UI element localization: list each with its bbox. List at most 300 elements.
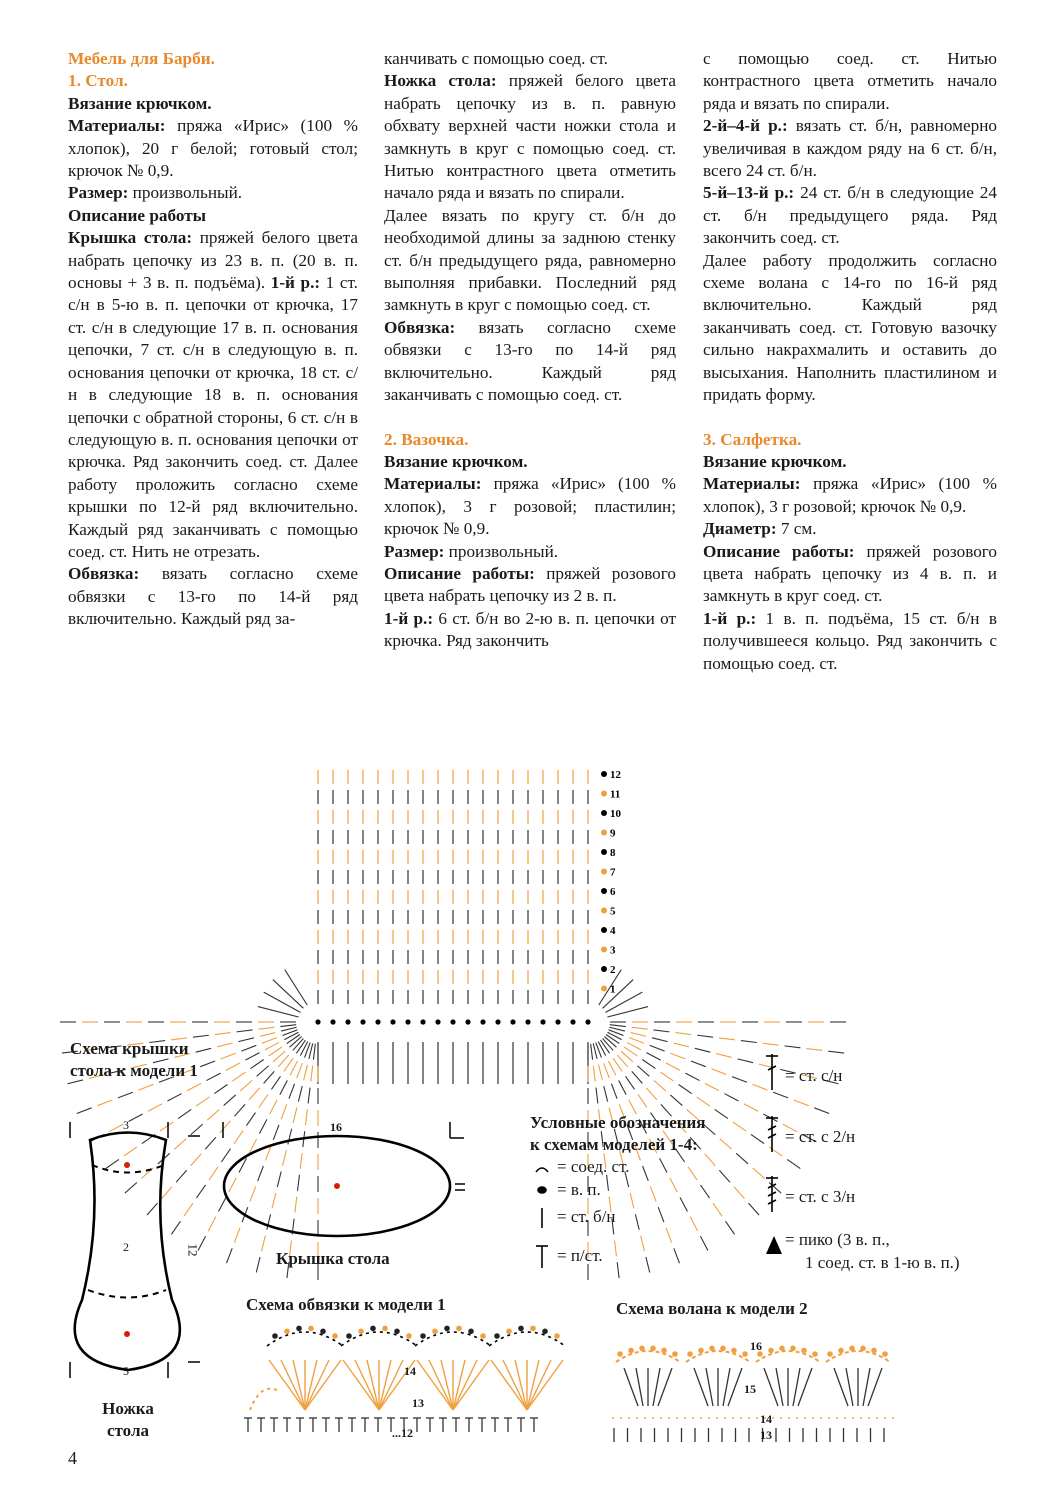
tabletop-row-numbers — [601, 769, 622, 996]
chain-dot — [420, 1019, 425, 1024]
chain-dot — [284, 1328, 290, 1334]
stitch-mark — [700, 1185, 709, 1198]
stitch-mark — [751, 1134, 764, 1143]
row-marker-dot — [601, 810, 607, 816]
stitch-mark — [289, 1084, 295, 1099]
stitch-mark — [613, 1058, 622, 1071]
stitch-mark — [260, 1033, 276, 1037]
chain-dot — [375, 1019, 380, 1024]
legend-title: Условные обозначения к схемам моделей 1-4: — [530, 1113, 706, 1154]
stitch-mark — [599, 1065, 603, 1081]
stitch-mark — [489, 1332, 565, 1346]
stitch-mark — [828, 1051, 844, 1053]
stitch-mark — [674, 1248, 680, 1263]
row-marker-dot — [601, 927, 607, 933]
stitch-mark — [619, 1080, 626, 1094]
stitch-mark — [249, 1088, 260, 1100]
stitch-mark — [246, 1113, 255, 1126]
stitch-mark — [284, 1058, 293, 1071]
stitch-mark — [270, 1100, 277, 1114]
chain-dot — [382, 1326, 388, 1332]
stitch-mark — [695, 1048, 711, 1052]
stitch-mark — [646, 1257, 650, 1273]
stitch-mark — [641, 1236, 645, 1252]
row-number-label: 10 — [610, 808, 621, 820]
stitch-mark — [616, 1351, 680, 1362]
stitch-mark — [680, 1197, 687, 1211]
stitch-mark — [196, 1185, 205, 1198]
chain-dot — [860, 1345, 866, 1351]
rows-5-13: 5-й–13-й р.: 24 ст. б/н в следующие 24 ст. б/н предыдущего ряда. Ряд закончить соед. ст. — [703, 183, 997, 248]
stitch-mark — [654, 1030, 670, 1032]
stitch-mark — [690, 1217, 697, 1231]
stitch-mark — [720, 1139, 732, 1150]
stitch-mark — [713, 1203, 722, 1216]
stitch-mark — [650, 1187, 656, 1202]
stitch-mark — [610, 1025, 626, 1027]
stitch-mark — [756, 1351, 820, 1362]
stitch-mark — [621, 1051, 633, 1062]
stitch-mark — [627, 1042, 641, 1049]
stitch-mark — [604, 1086, 608, 1102]
edging-row-12: ...12 — [392, 1426, 413, 1440]
chain-dot — [456, 1326, 462, 1332]
stitch-mark — [305, 1109, 307, 1125]
stitch-mark — [596, 1088, 598, 1104]
chain-dot — [650, 1345, 656, 1351]
stitch-mark — [670, 1053, 685, 1059]
stitch-mark — [769, 1147, 782, 1156]
stitch-mark — [607, 1032, 621, 1039]
stitch-mark — [313, 1044, 315, 1060]
stitch-mark — [826, 1351, 890, 1362]
row-number-label: 9 — [610, 827, 616, 840]
stitch-mark — [174, 1139, 186, 1150]
stitch-mark — [221, 1053, 236, 1059]
stitch-mark — [273, 1125, 279, 1140]
chain-dot — [661, 1348, 667, 1354]
stitch-mark — [290, 1061, 297, 1075]
chain-dot — [554, 1333, 560, 1339]
stitch-mark — [660, 1158, 667, 1172]
stitch-mark — [630, 1193, 634, 1209]
stitch-mark — [654, 1080, 666, 1091]
stitch-mark — [308, 1088, 310, 1104]
stitch-mark — [725, 1221, 734, 1234]
stitch-mark — [187, 1083, 201, 1090]
chain-dot — [450, 1019, 455, 1024]
stitch-mark — [256, 1257, 260, 1273]
stitch-mark — [738, 1059, 754, 1063]
stitch-mark — [245, 1053, 259, 1060]
stitch-mark — [160, 1122, 173, 1131]
stitch-mark — [624, 1047, 637, 1056]
stitch-mark — [241, 1045, 256, 1051]
leg-instructions: Ножка стола: пряжей белого цвета набрать цепочку из в. п. равную обхвату верхней части ножки стола и замкнуть в круг с помощью соед. ст. Нитью контрастного цвета отметить начало ряда и вязать по спирали. — [384, 71, 676, 203]
materials-2: Материалы: пряжа «Ирис» (100 % хлопок), 3 г розовой; пластилин; крючок № 0,9. — [384, 474, 676, 539]
stitch-mark — [736, 1153, 748, 1164]
stitch-mark — [295, 1197, 297, 1213]
slip-stitch-symbol — [536, 1168, 548, 1172]
chain-dot — [394, 1328, 400, 1334]
chain-dot — [709, 1345, 715, 1351]
chain-dot — [628, 1348, 634, 1354]
edging-row-13: 13 — [412, 1396, 424, 1410]
stitch-mark — [221, 1149, 230, 1162]
chain-dot — [332, 1333, 338, 1339]
stitch-mark — [129, 1114, 143, 1121]
legend-double-treble: = ст. с 3/н — [785, 1187, 856, 1206]
chain-dot — [849, 1345, 855, 1351]
stitch-mark — [666, 1063, 680, 1070]
stitch-mark — [311, 1066, 313, 1082]
stitch-mark — [863, 1368, 870, 1406]
stitch-mark — [148, 1104, 162, 1111]
stitch-mark — [642, 1059, 655, 1068]
stitch-mark — [638, 1094, 647, 1107]
ruffle-caption: Схема волана к модели 2 — [616, 1299, 808, 1318]
stitch-mark — [379, 1360, 403, 1410]
row-number-label: 2 — [610, 964, 616, 976]
stitch-mark — [262, 1038, 277, 1044]
chain-dot — [827, 1351, 833, 1357]
stitch-mark — [787, 1159, 800, 1168]
edging-row-14: 14 — [404, 1364, 416, 1378]
stitch-mark — [300, 1153, 302, 1169]
stitch-mark — [125, 1182, 137, 1193]
stitch-mark — [670, 1095, 682, 1106]
stitch-mark — [280, 1025, 296, 1027]
stitch-mark — [296, 1040, 305, 1053]
chain-dot — [570, 1019, 575, 1024]
row-marker-dot — [601, 888, 607, 894]
legend-treble: = ст. с 2/н — [785, 1127, 856, 1146]
stitch-mark — [611, 1084, 617, 1099]
chain-dot — [444, 1326, 450, 1332]
chain-dot — [801, 1348, 807, 1354]
stitch-mark — [178, 1109, 191, 1118]
stitch-mark — [666, 1228, 672, 1243]
chain-dot — [315, 1019, 320, 1024]
stitch-mark — [643, 1166, 649, 1181]
stitch-mark — [283, 1150, 287, 1166]
stitch-mark — [653, 1368, 660, 1406]
chain-dot — [320, 1328, 326, 1334]
stitch-mark — [728, 1368, 742, 1406]
stitch-mark — [715, 1109, 728, 1118]
stitch-mark — [147, 1203, 158, 1215]
row-marker-dot — [601, 771, 607, 777]
leg-row-top: 3 — [123, 1118, 129, 1132]
stitch-mark — [697, 1097, 710, 1106]
stitch-mark — [624, 1368, 638, 1406]
stitch-mark — [200, 1061, 215, 1067]
stitch-mark — [217, 1043, 233, 1047]
stitch-mark — [277, 1172, 281, 1188]
stitch-mark — [234, 1104, 245, 1116]
stitch-mark — [196, 1048, 212, 1052]
stitch-mark — [719, 1170, 730, 1182]
stitch-mark — [259, 1119, 266, 1133]
stitch-mark — [229, 1178, 236, 1192]
chain-dot — [672, 1351, 678, 1357]
stitch-mark — [650, 1045, 665, 1051]
technique-3: Вязание крючком. — [703, 451, 847, 471]
stitch-mark — [748, 1203, 759, 1215]
row-marker-dot — [601, 986, 607, 992]
stitch-mark — [273, 980, 304, 1009]
stitch-mark — [652, 1038, 668, 1042]
stitch-mark — [697, 1035, 713, 1037]
row-marker-dot — [601, 791, 607, 797]
stitch-mark — [220, 1121, 231, 1133]
stitch-mark — [637, 1066, 649, 1077]
section-3-heading: 3. Салфетка. — [703, 429, 802, 449]
chain-dot — [345, 1019, 350, 1024]
stitch-mark — [205, 1137, 216, 1149]
stitch-mark — [258, 1027, 274, 1029]
stitch-mark — [753, 1084, 768, 1090]
stitch-mark — [238, 1038, 254, 1042]
stitch-mark — [600, 1040, 609, 1053]
row-number-label: 8 — [610, 847, 616, 859]
chain-dot — [360, 1019, 365, 1024]
stitch-mark — [264, 1071, 275, 1083]
stitch-mark — [97, 1100, 112, 1106]
stitch-mark — [503, 1360, 527, 1410]
stitch-mark — [162, 1187, 173, 1199]
article-title: Мебель для Барби. — [68, 49, 215, 68]
legend-half-double: = п/ст. — [557, 1246, 603, 1265]
stitch-mark — [214, 1084, 227, 1093]
chain-stitch-symbol — [538, 1187, 546, 1193]
stitch-mark — [278, 1055, 289, 1067]
chain-dot — [698, 1348, 704, 1354]
stitch-mark — [251, 1059, 264, 1068]
chain-dot — [506, 1328, 512, 1334]
chain-dot — [346, 1333, 352, 1339]
chain-dot — [465, 1019, 470, 1024]
stitch-mark — [429, 1360, 453, 1410]
stitch-mark — [207, 1110, 219, 1121]
page-number: 4 — [68, 1448, 77, 1468]
chain-dot — [555, 1019, 560, 1024]
stitch-mark — [691, 1061, 706, 1067]
stitch-mark — [341, 1332, 417, 1346]
stitch-mark — [686, 1351, 750, 1362]
stitch-mark — [304, 1065, 308, 1081]
chain-dot — [420, 1333, 426, 1339]
diameter-3: Диаметр: 7 см. — [703, 519, 817, 539]
stitch-mark — [284, 1032, 298, 1039]
stitch-mark — [176, 1170, 187, 1182]
stitch-mark — [675, 1033, 691, 1035]
stitch-mark — [271, 1076, 280, 1089]
stitch-mark — [625, 1076, 634, 1089]
ruffle-row-15: 15 — [744, 1382, 756, 1396]
chain-dot — [617, 1351, 623, 1357]
chain-dot — [390, 1019, 395, 1024]
stitch-mark — [711, 1069, 726, 1075]
tabletop-chart-caption: Схема крышки стола к модели 1 — [70, 1039, 198, 1080]
stitch-mark — [670, 1178, 677, 1192]
stitch-mark — [794, 1100, 809, 1106]
edging-instructions-2: Обвязка: вязать согласно схеме обвязки с 13-го по 14-й ряд включительно. Каждый ряд заканчивать с помощью соед. ст. — [384, 317, 676, 405]
leg-instructions-2: Далее вязать по кругу ст. б/н до необходимой длины за заднюю стенку ст. б/н предыдущего ряда, равномерно выполняя прибавки. Последний ряд замкнуть в круг с помощью соед. ст. — [384, 205, 676, 315]
row-marker-dot — [601, 947, 607, 953]
stitch-mark — [733, 1122, 746, 1131]
size-1: Размер: произвольный. — [68, 183, 243, 203]
stitch-mark — [685, 1073, 699, 1080]
chain-dot — [530, 1326, 536, 1332]
technique-1: Вязание крючком. — [68, 93, 212, 113]
stitch-mark — [191, 1154, 202, 1166]
stitch-mark — [300, 1041, 307, 1055]
stitch-mark — [604, 1063, 610, 1078]
stitch-mark — [591, 1044, 593, 1060]
tabletop-stitch-chart — [60, 770, 846, 1280]
stitch-mark — [240, 1080, 252, 1091]
chain-dot — [435, 1019, 440, 1024]
ruffle-row-14: 14 — [760, 1412, 772, 1426]
stitch-mark — [776, 1368, 783, 1406]
leg-shape-diagram — [70, 1122, 200, 1378]
stitch-mark — [267, 1332, 343, 1346]
stitch-mark — [138, 1084, 153, 1090]
rows-2-4: 2-й–4-й р.: вязать ст. б/н, равномерно увеличивая в каждом ряду на 6 ст. б/н, всего 24 ст. б/н. — [703, 116, 997, 181]
row-number-label: 3 — [610, 944, 616, 957]
stitch-mark — [258, 1166, 264, 1181]
stitch-mark — [632, 1027, 648, 1029]
description-heading-1: Описание работы — [68, 205, 207, 225]
stitch-mark — [773, 1092, 788, 1098]
chain-dot — [742, 1351, 748, 1357]
stitch-mark — [209, 1167, 218, 1180]
stitch-mark — [868, 1368, 882, 1406]
stitch-mark — [219, 1197, 226, 1211]
stitch-mark — [106, 1159, 119, 1168]
continuation-2: канчивать с помощью соед. ст. — [384, 49, 608, 68]
stitch-mark — [806, 1049, 822, 1051]
chain-dot — [779, 1345, 785, 1351]
stitch-mark — [846, 1368, 853, 1406]
stitch-mark — [527, 1360, 551, 1410]
chain-dot — [308, 1326, 314, 1332]
row-number-label: 1 — [610, 983, 616, 996]
stitch-mark — [617, 1055, 628, 1067]
row-marker-dot — [601, 830, 607, 836]
stitch-mark — [741, 1041, 757, 1043]
stitch-mark — [234, 1131, 243, 1144]
stitch-mark — [705, 1083, 719, 1090]
row-marker-dot — [601, 869, 607, 875]
leg-height-label: 12 — [185, 1243, 201, 1257]
stitch-mark — [629, 1038, 644, 1044]
stitch-mark — [193, 1035, 209, 1037]
stitch-mark — [297, 1063, 303, 1078]
stitch-mark — [269, 1047, 282, 1056]
stitch-mark — [814, 1108, 829, 1114]
stitch-mark — [250, 1389, 280, 1410]
size-2: Размер: произвольный. — [384, 541, 559, 561]
row-number-label: 7 — [610, 866, 616, 879]
stitch-mark — [206, 1073, 220, 1080]
stitch-mark — [285, 970, 308, 1005]
chain-dot — [518, 1326, 524, 1332]
stitch-mark — [764, 1368, 778, 1406]
stitch-mark — [723, 1368, 730, 1406]
stitch-mark — [415, 1332, 491, 1346]
chain-dot — [495, 1019, 500, 1024]
stitch-mark — [272, 1193, 276, 1209]
description-2: Описание работы: пряжей розового цвета набрать цепочку из 2 в. п. — [384, 563, 676, 606]
chain-dot — [720, 1345, 726, 1351]
stitch-mark — [607, 1175, 609, 1191]
leg-row-bottom: 5 — [123, 1364, 129, 1378]
section-1-heading: 1. Стол. — [68, 71, 128, 91]
stitch-mark — [744, 1104, 758, 1111]
chain-dot — [585, 1019, 590, 1024]
technique-2: Вязание крючком. — [384, 451, 528, 471]
ruffle-stitch-chart — [612, 1345, 900, 1442]
materials-3: Материалы: пряжа «Ирис» (100 % хлопок), 3 г розовой; крючок № 0,9. — [703, 474, 997, 516]
stitch-mark — [293, 1107, 297, 1123]
stitch-mark — [688, 1167, 697, 1180]
stitch-mark — [208, 1217, 215, 1231]
chain-dot — [687, 1351, 693, 1357]
ruffle-row-16: 16 — [750, 1339, 762, 1353]
chain-dot — [838, 1348, 844, 1354]
tabletop-instructions: Крышка стола: пряжей белого цвета набрать цепочку из 23 в. п. (20 в. п. основы + 3 в. п. подъёма). 1-й р.: 1 ст. с/н в 5-ю в. п. цепочки от крючка, 17 ст. с/н в следующие 17 в. п. основания цепочки, 7 ст. с/н в следующую в. п. основания цепочки от крючка, 18 ст. с/н в следующие 18 в. п. основания цепочки с обратной стороны, 6 ст. с/н в следующую в. п. основания цепочки от крючка. Ряд закончить соед. ст. Далее работу проложить согласно схеме крышки по 12-й ряд включительно. Каждый ряд заканчивать с помощью соед. ст. Нить не отрезать. — [68, 228, 358, 561]
stitch-mark — [732, 1077, 747, 1083]
chain-dot — [480, 1019, 485, 1024]
stitch-mark — [77, 1108, 92, 1114]
stitch-mark — [798, 1368, 812, 1406]
chain-dot — [731, 1348, 737, 1354]
chain-dot — [639, 1345, 645, 1351]
legend-slip-stitch: = соед. ст. — [557, 1157, 630, 1176]
edging-caption: Схема обвязки к модели 1 — [246, 1295, 446, 1314]
stitch-mark — [191, 1124, 203, 1135]
tabletop-shape-diagram — [223, 1122, 465, 1236]
stitch-mark — [719, 1038, 735, 1040]
row-marker-dot — [601, 849, 607, 855]
stitch-mark — [118, 1092, 133, 1098]
stitch-mark — [109, 1124, 123, 1131]
chain-dot — [272, 1333, 278, 1339]
stitch-mark — [834, 1368, 848, 1406]
stitch-mark — [287, 1034, 300, 1043]
stitch-mark — [679, 1084, 692, 1093]
chain-dot — [480, 1333, 486, 1339]
chain-dot — [330, 1019, 335, 1024]
stitch-mark — [250, 1187, 256, 1202]
section-2-heading: 2. Вазочка. — [384, 429, 469, 449]
stitch-mark — [658, 1368, 672, 1406]
stitch-mark — [603, 980, 634, 1009]
stitch-mark — [700, 1236, 707, 1250]
row-number-label: 12 — [610, 769, 621, 781]
stitch-mark — [355, 1360, 379, 1410]
chain-dot — [358, 1328, 364, 1334]
stitch-mark — [606, 1034, 619, 1043]
chain-dot — [468, 1328, 474, 1334]
stitch-mark — [257, 1066, 269, 1077]
finishing-3: Далее работу продолжить согласно схеме волана с 14-го по 16-й ряд включительно. Каждый ряд заканчивать соед. ст. Готовую вазочку сильно накрахмалить и оставить до высыхания. Наполнить пластилином и придать форму. — [703, 250, 997, 405]
legend-double-crochet: = ст. с/н — [785, 1066, 843, 1085]
stitch-mark — [785, 1046, 801, 1048]
stitch-mark — [598, 1041, 605, 1055]
